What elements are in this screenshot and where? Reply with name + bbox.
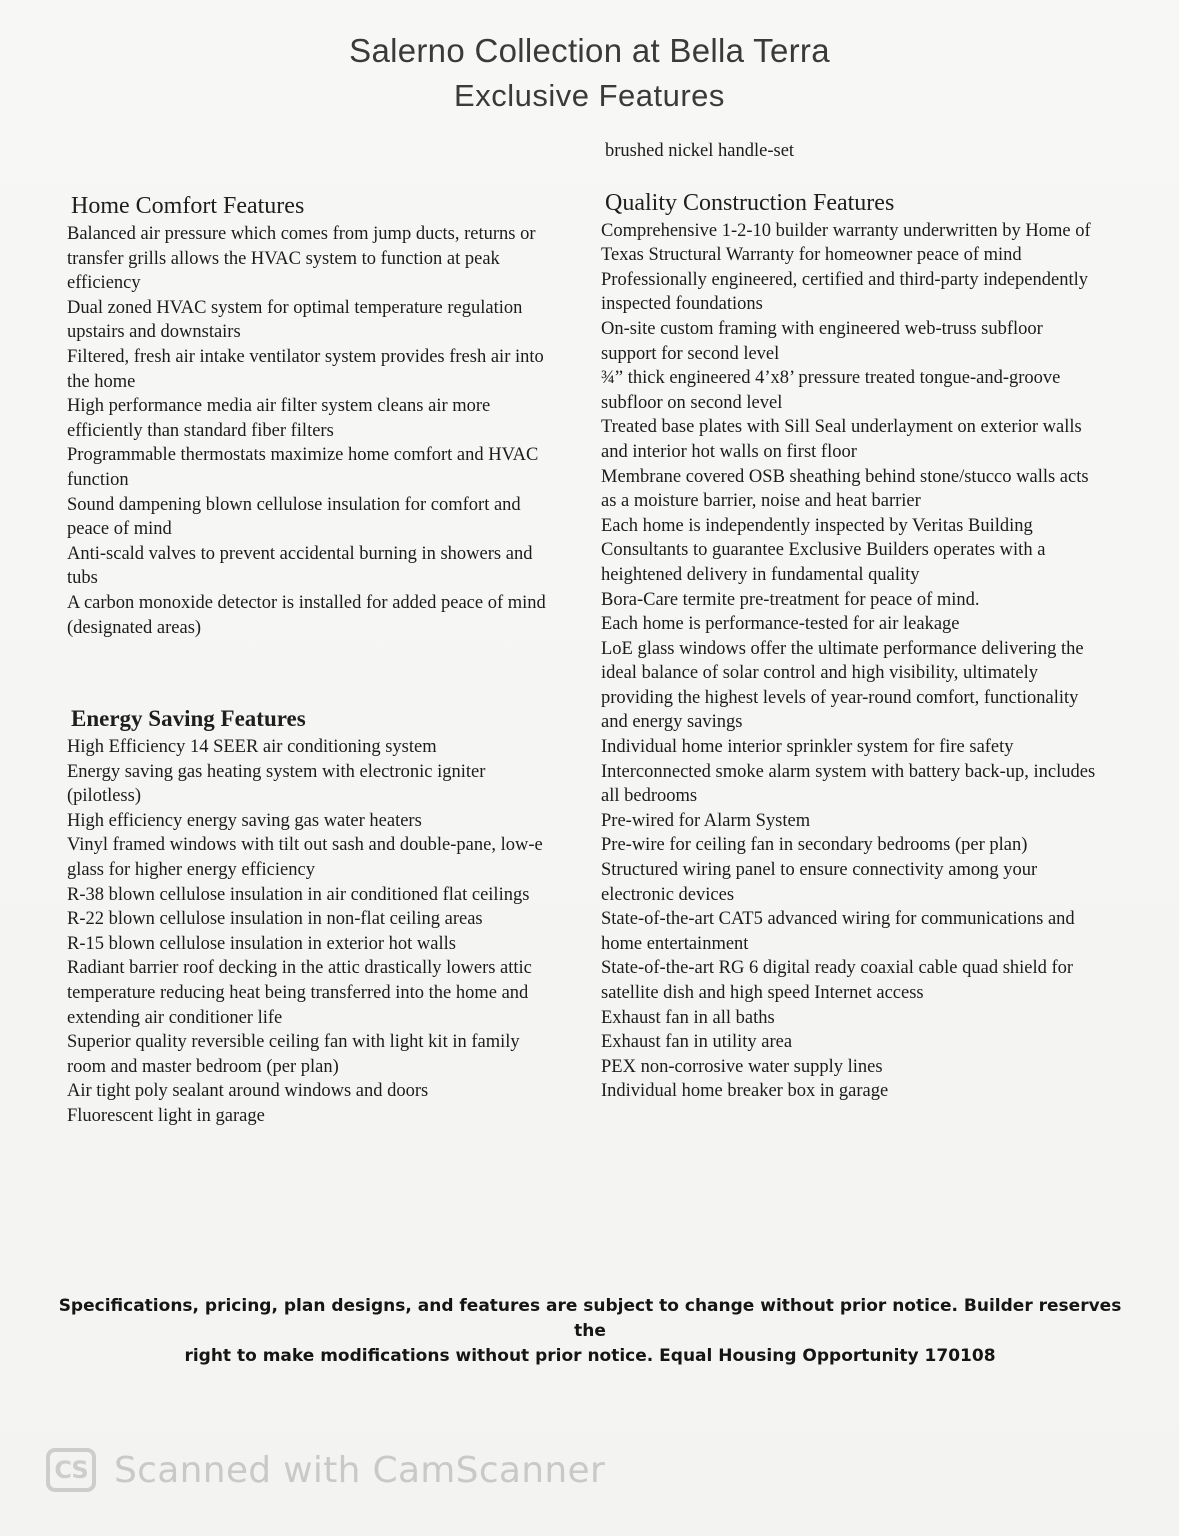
list-item: ¾” thick engineered 4’x8’ pressure treated tongue-and-groove subfloor on second level — [601, 368, 1061, 413]
list-item: Treated base plates with Sill Seal underlayment on exterior walls and interior hot walls on first floor — [601, 417, 1082, 462]
list-item: Sound dampening blown cellulose insulation for comfort and peace of mind — [67, 494, 521, 540]
list-item: Structured wiring panel to ensure connectivity among your electronic devices — [601, 860, 1038, 905]
home-comfort-list — [67, 222, 557, 640]
list-item: Each home is performance-tested for air leakage — [601, 614, 960, 635]
list-item: High efficiency energy saving gas water heaters — [67, 810, 422, 831]
list-item: Anti-scald valves to prevent accidental burning in showers and tubs — [67, 543, 533, 589]
disclaimer-footer — [50, 1294, 1130, 1369]
list-item: High performance media air filter system cleans air more efficiently than standard fiber filters — [67, 396, 491, 441]
list-item: Fluorescent light in garage — [67, 1106, 265, 1126]
list-item: Individual home breaker box in garage — [601, 1081, 889, 1102]
list-item: A carbon monoxide detector is installed for added peace of mind (designated areas) — [67, 592, 546, 638]
list-item: R-22 blown cellulose insulation in non-flat ceiling areas — [67, 909, 483, 930]
list-item: Pre-wired for Alarm System — [601, 810, 811, 831]
document-subtitle: Exclusive Features — [454, 78, 725, 113]
list-item: LoE glass windows offer the ultimate performance delivering the ideal balance of solar control and high visibility, ultimately providing the highest levels of year-round comfort, functionality and energy savings — [601, 638, 1084, 733]
list-item: Exhaust fan in utility area — [601, 1032, 793, 1053]
list-item: Air tight poly sealant around windows and doors — [67, 1081, 429, 1102]
quality-construction-heading: Quality Construction Features — [605, 189, 895, 216]
section-spacer — [67, 640, 557, 705]
list-item: On-site custom framing with engineered web-truss subfloor support for second level — [601, 318, 1043, 364]
list-item: Programmable thermostats maximize home comfort and HVAC function — [67, 445, 539, 490]
list-item: Interconnected smoke alarm system with battery back-up, includes all bedrooms — [601, 761, 1096, 807]
home-comfort-heading: Home Comfort Features — [71, 193, 305, 219]
quality-construction-list — [601, 219, 1101, 1104]
energy-saving-heading: Energy Saving Features — [71, 706, 306, 732]
camscanner-watermark — [46, 1440, 605, 1500]
list-item: Each home is independently inspected by Veritas Building Consultants to guarantee Exclusive Builders operates with a heightened delivery in fundamental quality — [601, 515, 1046, 585]
list-item: Professionally engineered, certified and third-party independently inspected foundations — [601, 269, 1088, 315]
list-item: Pre-wire for ceiling fan in secondary bedrooms (per plan) — [601, 835, 1028, 856]
watermark-text: Scanned with CamScanner — [114, 1449, 606, 1491]
disclaimer-line-2: right to make modifications without prior notice. Equal Housing Opportunity 170108 — [184, 1346, 996, 1366]
list-item: State-of-the-art CAT5 advanced wiring for communications and home entertainment — [601, 909, 1075, 954]
list-item: Superior quality reversible ceiling fan with light kit in family room and master bedroom (per plan) — [67, 1032, 520, 1077]
list-item: PEX non-corrosive water supply lines — [601, 1056, 883, 1077]
list-item: Filtered, fresh air intake ventilator system provides fresh air into the home — [67, 346, 544, 392]
list-item: Radiant barrier roof decking in the attic drastically lowers attic temperature reducing heat being transferred into the home and extending air conditioner life — [67, 958, 532, 1028]
document-header — [0, 30, 1179, 116]
list-item: Individual home interior sprinkler system for fire safety — [601, 737, 1014, 758]
disclaimer-line-1: Specifications, pricing, plan designs, and features are subject to change without prior notice. Builder reserves the — [58, 1296, 1122, 1341]
list-item: Bora-Care termite pre-treatment for peace of mind. — [601, 589, 980, 610]
list-item: State-of-the-art RG 6 digital ready coaxial cable quad shield for satellite dish and high speed Internet access — [601, 958, 1074, 1003]
left-column — [67, 192, 557, 1129]
list-item: Membrane covered OSB sheathing behind stone/stucco walls acts as a moisture barrier, noise and heat barrier — [601, 466, 1089, 512]
list-item: Dual zoned HVAC system for optimal temperature regulation upstairs and downstairs — [67, 297, 523, 343]
right-column — [601, 139, 1101, 1104]
camscanner-logo-icon: CS — [46, 1448, 96, 1492]
continued-text: brushed nickel handle-set — [605, 141, 795, 161]
list-item: Comprehensive 1-2-10 builder warranty underwritten by Home of Texas Structural Warranty for homeowner peace of mind — [601, 220, 1091, 266]
list-item: Exhaust fan in all baths — [601, 1007, 775, 1028]
list-item: R-38 blown cellulose insulation in air conditioned flat ceilings — [67, 884, 530, 905]
list-item: Energy saving gas heating system with electronic igniter (pilotless) — [67, 761, 486, 807]
list-item: High Efficiency 14 SEER air conditioning system — [67, 737, 437, 758]
document-title: Salerno Collection at Bella Terra — [349, 32, 830, 69]
list-item: Balanced air pressure which comes from jump ducts, returns or transfer grills allows the HVAC system to function at peak efficiency — [67, 224, 536, 294]
energy-saving-list — [67, 735, 557, 1129]
list-item: R-15 blown cellulose insulation in exterior hot walls — [67, 933, 456, 954]
list-item: Vinyl framed windows with tilt out sash and double-pane, low-e glass for higher energy efficiency — [67, 835, 543, 881]
